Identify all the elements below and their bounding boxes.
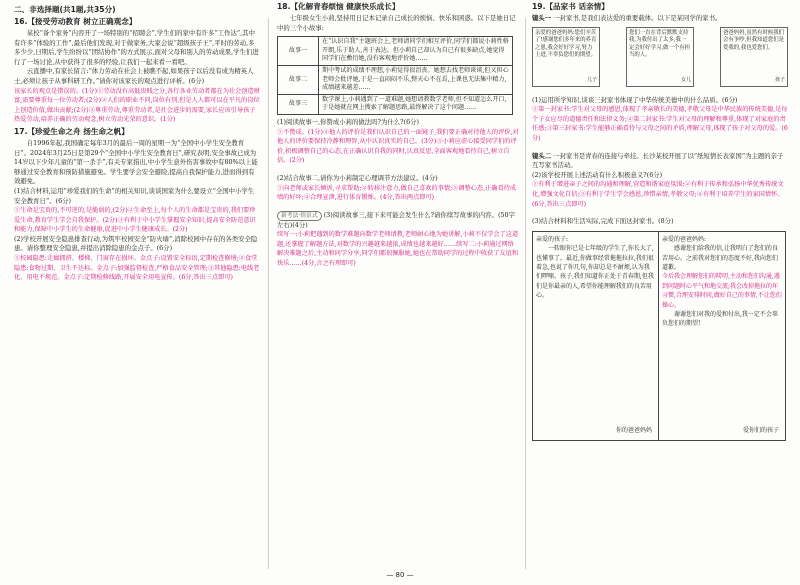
story-label: 故事一	[278, 37, 319, 66]
question-18-3-prompt	[277, 211, 519, 231]
family-letter-card	[626, 27, 694, 87]
letter-signature: 你的爸爸妈妈	[615, 427, 652, 435]
question-17-2-answer: ①校园隐患:走廊拥挤、楼梯、门窗存在损坏。金点子:设置安全标语,定期检查修缮;②食堂隐患:食物过期、卫生不达标。金点子:加强监督检查,严格食品安全管理;③其他隐患:电线老化、用电不规范。金点子:定期检修线路,开展安全用电宣传。(6分,答出三点即可)	[14, 255, 260, 282]
story-label: 故事二	[278, 65, 319, 94]
column-right	[532, 0, 788, 572]
family-letter-sign: 女儿	[680, 77, 691, 83]
question-19-1-answer: ①第一封家书:学生对父母的感恩,体现了孝亲敬长的美德,孝敬父母是中华民族的传统美德,是每个子女应尽的道德责任和法律义务;②第二封家书:学生对父母的理解和尊重,体现了对家庭的责任感;③第三封家书:学生能够正确看待与父母之间的矛盾,理解父母,体现了孩子对父母的爱。(6分)	[532, 106, 788, 142]
letter-greeting: 亲爱的爸爸妈妈:	[662, 235, 707, 243]
question-16-answer: 该家长的观点是错误的。(1分)①劳动没有高低贵贱之分,各行各业劳动者都在为社会创造财富,需要尊重每一位劳动者;(2分)②人们的职业不同,岗位有别,但是人人都可以在平凡的岗位上创造价值,做出贡献;(2分)③尊重劳动,尊重劳动者,是社会进步的需要,家长应该引导孩子热爱劳动,培养正确的劳动观念,树立劳动光荣的意识。(1分)	[14, 87, 260, 124]
question-18-title: 18.【化解青春烦恼 健康快乐成长】	[277, 2, 400, 11]
family-letter-card	[532, 27, 600, 87]
question-18-intro: 七年级女生小莉,坚持用日记本记录自己成长的烦恼、快乐和困惑。以下是她日记中的三个小故事:	[277, 14, 516, 32]
story-text: 在“认识自我”主题班会上,老师请同学们相互评价,同学们都说小莉性格开朗,乐于助人,善于表达。但小莉自己却认为自己有很多缺点,她觉得同学们在敷衍她,没有客观地评价她……	[319, 37, 513, 66]
section-title: 二、非选择题(共1题,共35分)	[14, 5, 116, 14]
family-letters-images	[532, 27, 788, 93]
new-format-tag: 新考法·情景式	[277, 211, 322, 221]
letter-greeting: 亲爱的孩子:	[536, 235, 569, 243]
family-letter-card	[720, 27, 788, 87]
shot-two-text: 一封家书是青春的连接与牵挂。长沙某校开展了以“纸短情长表家国”为主题的亲子互写家书活动。	[532, 151, 784, 170]
question-17-1-prompt: (1)结合材料,运用“珍爱我们的生命”的相关知识,谈谈国家为什么要设立“全国中小学生安全教育日”。(6分)	[14, 186, 255, 205]
question-17-material: 自1996年起,我国确定每年3月的最后一周的星期一为“全国中小学生安全教育日”。2024年3月25日是第29个“全国中小学生安全教育日”,研究表明,安全事故已成为14岁以下少年儿童的“第一杀手”,有关专家指出,中小学生意外伤害事故中有80%以上能够通过安全教育和预防措施避免。学生要学会安全避险,提高自我保护能力,进而得到有效避免。	[14, 138, 258, 186]
column-middle	[277, 0, 519, 572]
family-letter-text: 亲爱的爸爸妈妈:您们辛苦了!感谢您们多年来的养育之恩,我会好好学习,努力上进,不辜负您们的期望。	[535, 29, 597, 59]
letter-closing: 谢谢您们对我的爱和付出,我一定不会辜负您们的期望!	[662, 310, 778, 328]
shot-two-label: 镜头二	[532, 151, 552, 160]
shot-one-text: 一封家书,是我们表达爱的重要载体。以下是某同学的家书。	[553, 14, 722, 22]
table-row	[278, 94, 513, 114]
letter-table	[532, 231, 786, 441]
question-16-prompt: 云直播中,有家长留言:“体力劳动在社会上被瞧不起,如果孩子以后没有成为精英人士,必须让孩子从事科研工作。”请你对该家长的观点进行评析。(6分)	[14, 67, 254, 85]
story-text: 数学课上,小莉遇到了一道难题,她想请教数学老师,但不知道怎么开口,于是她就在网上搜索了解题思路,最终解决了这个问题……	[319, 94, 513, 114]
question-17-title: 17.【珍爱生命之舟 扬生命之帆】	[14, 126, 129, 136]
question-18-3-text: (3)阅读故事三,接下来可能会发生什么?请你续写故事的内容。(50字左右)(4分)	[277, 210, 515, 229]
question-18-2-answer: ①向老师或家长倾诉,寻求帮助;②转移注意力,做自己喜欢的事情;③调整心态,正确看待成绩的好坏;④合理宣泄,进行体育锻炼。(4分,答出两点即可)	[277, 184, 517, 202]
shot-one-label: 镜头一	[532, 14, 552, 22]
question-17-1-answer: ①生命是宝贵的,不可逆的,是脆弱的,(2分)②生命至上,每个人的生命都是宝贵的,我们要珍爱生命,教育学生学会自我保护。(2分)③有利于中小学生掌握安全知识,提高安全防范意识和能力,保障中小学生的生命健康,促进中小学生健康成长。(2分)	[14, 207, 256, 234]
question-19-2-answer: ①有利于增进亲子之间的沟通和理解,营造和谐家庭氛围;②有利于传承和弘扬中华优秀传统文化,增强文化自信;③有利于学生学会感恩,珍惜亲情,孝敬父母;④有利于培养学生的家国情怀。(6分,答出三点即可)	[532, 181, 784, 208]
shot-two-intro	[532, 152, 788, 171]
question-19-2-prompt: (2)该学校开展上述活动有什么积极意义?(6分)	[532, 170, 663, 179]
story-text: 期中考试的成绩不理想,小莉觉得很沮丧。她想去找老师谈谈,但又担心老师会批评她,于是一直闷闷不乐,整天心不在焉,上课也无法集中精力,成绩越来越差……	[319, 65, 513, 94]
letter-signature: 爱你们的孩子	[742, 427, 779, 435]
family-letter-sign: 儿子	[586, 77, 597, 83]
table-row	[278, 65, 513, 94]
question-16-material: 某校“备个家务”内容开了一场特别的“招聘会”,学生们的家中有许多“工作达”,其中有许多“体验的工作”,最后他们发现,对于做家务,大家会说“超级孩子王”,平时的劳动,多多少少,日期后,学生纷纷以“团结协作”的方式展示,面对父母和别人的劳动成果,学生们进行了一场讨论,从中获得了很多的经验,让我们一起来看一看吧。	[14, 29, 259, 66]
column-divider	[525, 18, 526, 569]
page-number: — 80 —	[386, 571, 414, 579]
family-letter-text: 您们一直在背后默默支持我,为我付出了太多,我一定会好好学习,做一个有担当的人。	[629, 29, 691, 59]
question-17-2-prompt: (2)学校开展安全隐患排查行动,为筑牢校园安全“防火墙”,消除校园中存在的各类安全隐患。请你整理安全隐患,并提出消除隐患的金点子。(6分)	[14, 234, 258, 253]
question-19-title: 19.【品家书 话亲情】	[532, 2, 609, 11]
question-19-3-prompt: (3)结合材料和生活实际,完成下面这封家书。(8分)	[532, 217, 674, 226]
letter-answer: 今后我会理解您们的唠叨,主动和您们沟通,遇到问题时心平气和地交流;我会改掉拖拉的坏习惯,合理安排时间,做好自己的事情,不让您们操心。	[662, 273, 782, 309]
question-19-1-prompt: (1)运用所学知识,谈谈三封家书体现了中华传统美德中的什么品质。(6分)	[532, 95, 738, 104]
table-row	[278, 37, 513, 66]
letter-body: 一转眼你已是七年级的学生了,你长大了,也懂事了。最近,你做事经常拖拖拉拉,我们很着急,也说了你几句,你却总是不耐烦,认为我们啰嗦。孩子,我们知道你正处于青春期,但我们是你最亲的人,希望你能理解我们的良苦用心。	[536, 245, 654, 300]
story-label: 故事三	[278, 94, 319, 114]
parent-letter	[533, 232, 659, 440]
question-16-title: 16.【接受劳动教育 树立正确观念】	[14, 17, 137, 26]
column-divider	[268, 18, 269, 569]
question-18-1-answer: ①不赞成。(1分)②他人的评价是我们认识自己的一面镜子,我们要正确对待他人的评价,对他人的评价要保持冷静和理智,从中认识真实的自己。(3分)③小莉应虚心接受同学们的评价,积极调整自己的心态,在正确认识自我的同时,认真反思,全面客观地看待自己,树立自信。(2分)	[277, 128, 519, 165]
question-18-1-prompt: (1)阅读故事一,你赞成小莉的做法吗?为什么?(6分)	[277, 117, 420, 126]
column-left	[14, 0, 260, 572]
family-letter-sign: 孩子	[774, 77, 785, 83]
family-letter-text: 爸爸妈妈,虽然有时候我们会有争吵,但我知道您们是爱我的,我也爱您们。	[723, 29, 785, 51]
stories-table	[277, 36, 513, 115]
child-letter	[659, 232, 785, 440]
question-18-2-prompt: (2)结合故事二,请你为小莉制定心理调节方法建议。(4分)	[277, 173, 438, 182]
question-18-3-answer: 续写一:小莉把遇到的数学难题向数学老师请教,老师耐心地为她讲解,小莉不仅学会了这道题,还掌握了解题方法,对数学的兴趣越来越浓,成绩也越来越好……续写二:小莉通过网络解决难题之后,主动和同学分享,同学们都很佩服她,她也在帮助同学的过程中收获了友谊和快乐……(4分,言之有理即可)	[277, 231, 519, 268]
letter-body: 感谢您们给我的信,让我明白了您们的良苦用心。之前我对您们的态度不好,我向您们道歉。	[662, 245, 778, 271]
shot-one-intro	[532, 14, 788, 24]
